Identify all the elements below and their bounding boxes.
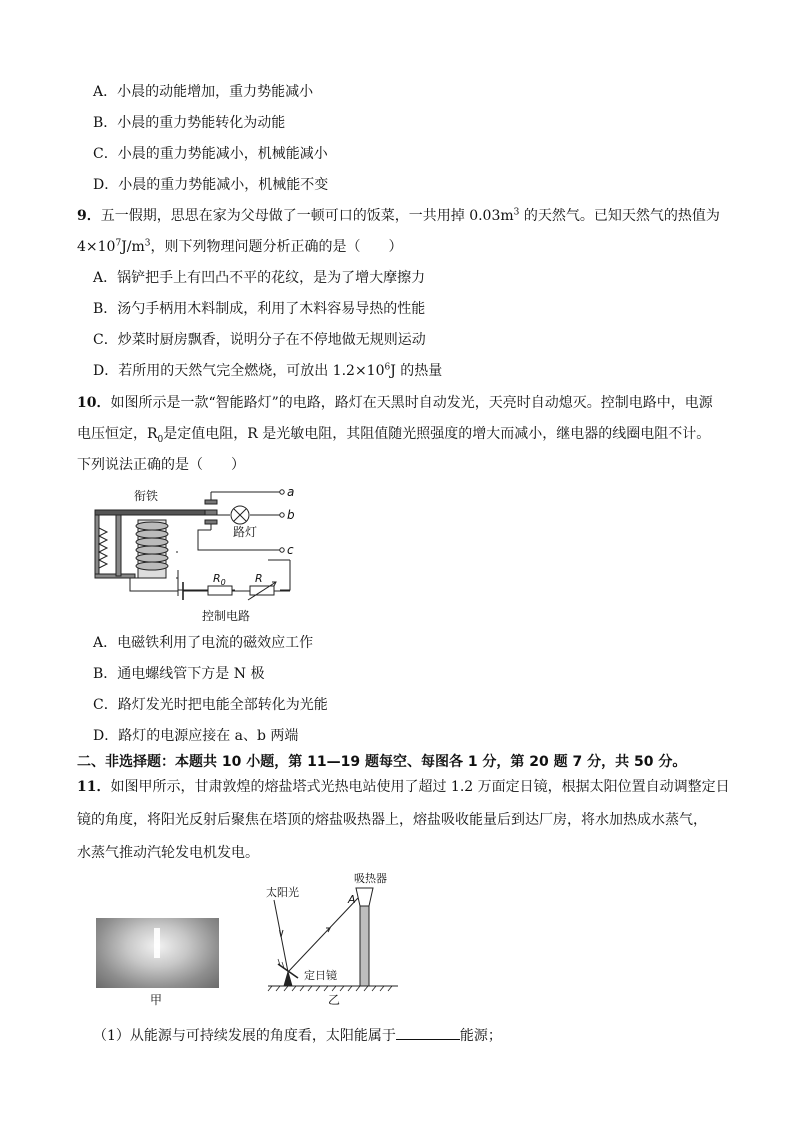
terminal-c (280, 548, 284, 552)
armature-bar (95, 510, 210, 515)
lamp-label: 路灯 (233, 525, 258, 539)
upper-contact (205, 500, 217, 504)
q9-stem-line2 (77, 237, 403, 257)
reflected-ray (288, 898, 358, 972)
terminal-b (280, 513, 284, 517)
q9-option-d (93, 361, 442, 381)
q11-stem-line1 (77, 777, 730, 797)
q9-superscript: 6 (384, 362, 391, 373)
q9-option-d-text: D．若所用的天然气完全燃烧，可放出 1.2×10 (93, 363, 385, 379)
q10-subscript: 0 (157, 434, 164, 445)
q11-sub1-text: 能源； (459, 1028, 502, 1044)
figure-yi-caption: 乙 (328, 993, 341, 1007)
q11-stem-text: 如图甲所示，甘肃敦煌的熔盐塔式光热电站使用了超过 1.2 万面定日镜，根据太阳位置自动调整定日 (110, 779, 730, 795)
mirror-stand (284, 972, 292, 986)
pivot-post (116, 510, 121, 576)
q10-stem-line1 (77, 393, 713, 413)
q10-stem-text: 是定值电阻，R 是光敏电阻，其阻值随光照强度的增大而减小，继电器的线圈电阻不计。 (163, 426, 711, 442)
answer-blank[interactable] (396, 1025, 460, 1040)
lower-contact (205, 520, 217, 524)
terminal-c-label: c (287, 543, 294, 557)
q11-sub1 (93, 1025, 502, 1046)
q10-stem-text: 如图所示是一款“智能路灯”的电路，路灯在天黑时自动发光，天亮时自动熄灭。控制电路中，电源 (110, 395, 713, 411)
heliostat-diagram (262, 868, 402, 998)
q11-stem-line2: 镜的角度，将阳光反射后聚焦在塔顶的熔盐吸热器上，熔盐吸收能量后到达厂房，将水加热成水蒸气， (77, 812, 707, 828)
q10-stem-text: 电压恒定，R (77, 426, 158, 442)
q9-superscript: 3 (513, 207, 520, 218)
terminal-a-label: a (287, 485, 295, 499)
q9-stem-text: J/m (121, 239, 145, 255)
q11-stem-line3: 水蒸气推动汽轮发电机发电。 (77, 845, 259, 861)
moving-contact (205, 510, 217, 515)
point-a-label: A (348, 893, 356, 906)
q9-stem-line1 (77, 206, 720, 226)
terminal-a (280, 490, 284, 494)
q10-option-a: A．电磁铁利用了电流的磁效应工作 (93, 635, 314, 651)
sunlight-label: 太阳光 (266, 886, 299, 899)
control-circuit-label: 控制电路 (202, 609, 251, 623)
r-label: R (255, 572, 263, 585)
q9-option-a: A．锅铲把手上有凹凸不平的花纹，是为了增大摩擦力 (93, 270, 426, 286)
tower-highlight (154, 928, 160, 958)
q10-stem-line2 (77, 424, 710, 444)
relay-base (95, 574, 135, 578)
q8-option-d: D．小晨的重力势能减小，机械能不变 (93, 177, 329, 193)
tower (360, 906, 369, 986)
absorber-label: 吸热器 (354, 872, 387, 885)
q9-stem-text: ，则下列物理问题分析正确的是（ ） (150, 239, 403, 255)
incident-arrow (280, 930, 284, 937)
q10-stem-line3: 下列说法正确的是（ ） (77, 457, 245, 473)
q8-option-c: C．小晨的重力势能减小，机械能减小 (93, 146, 328, 162)
q10-option-c: C．路灯发光时把电能全部转化为光能 (93, 697, 328, 713)
terminal-b-label: b (287, 508, 295, 522)
q9-option-b: B．汤勺手柄用木料制成，利用了木料容易导热的性能 (93, 301, 426, 317)
r0-label: $R_0$ (213, 572, 226, 587)
solar-plant-photo (96, 918, 219, 988)
q9-option-d-text: J 的热量 (390, 363, 443, 379)
relay-circuit-diagram (90, 478, 305, 628)
q8-option-b: B．小晨的重力势能转化为动能 (93, 115, 286, 131)
q9-option-c: C．炒菜时厨房飘香，说明分子在不停地做无规则运动 (93, 332, 426, 348)
figure-jia-caption: 甲 (150, 993, 163, 1007)
q9-stem-text: 五一假期，思思在家为父母做了一顿可口的饭菜，一共用掉 0.03m (100, 208, 514, 224)
mirror-label: 定日镜 (304, 969, 337, 982)
q9-stem-text: 的天然气。已知天然气的热值为 (519, 208, 720, 224)
resistor-r0 (208, 586, 232, 595)
q9-stem-text: 4×10 (77, 239, 116, 255)
absorber (356, 888, 373, 906)
section-2-heading: 二、非选择题：本题共 10 小题，第 11—19 题每空、每图各 1 分，第 20 题 7 分，共 50 分。 (77, 754, 687, 770)
q11-sub1-text: （1）从能源与可持续发展的角度看，太阳能属于 (93, 1028, 396, 1044)
q9-number: 9． (77, 208, 101, 224)
q10-option-b: B．通电螺线管下方是 N 极 (93, 666, 265, 682)
q9-superscript: 3 (144, 238, 151, 249)
q9-superscript: 7 (115, 238, 122, 249)
q11-number: 11． (77, 779, 111, 795)
armature-label: 衔铁 (134, 489, 159, 503)
q10-number: 10． (77, 395, 111, 411)
spring (99, 528, 107, 568)
q10-option-d: D．路灯的电源应接在 a、b 两端 (93, 728, 299, 744)
q8-option-a: A．小晨的动能增加，重力势能减小 (93, 84, 314, 100)
